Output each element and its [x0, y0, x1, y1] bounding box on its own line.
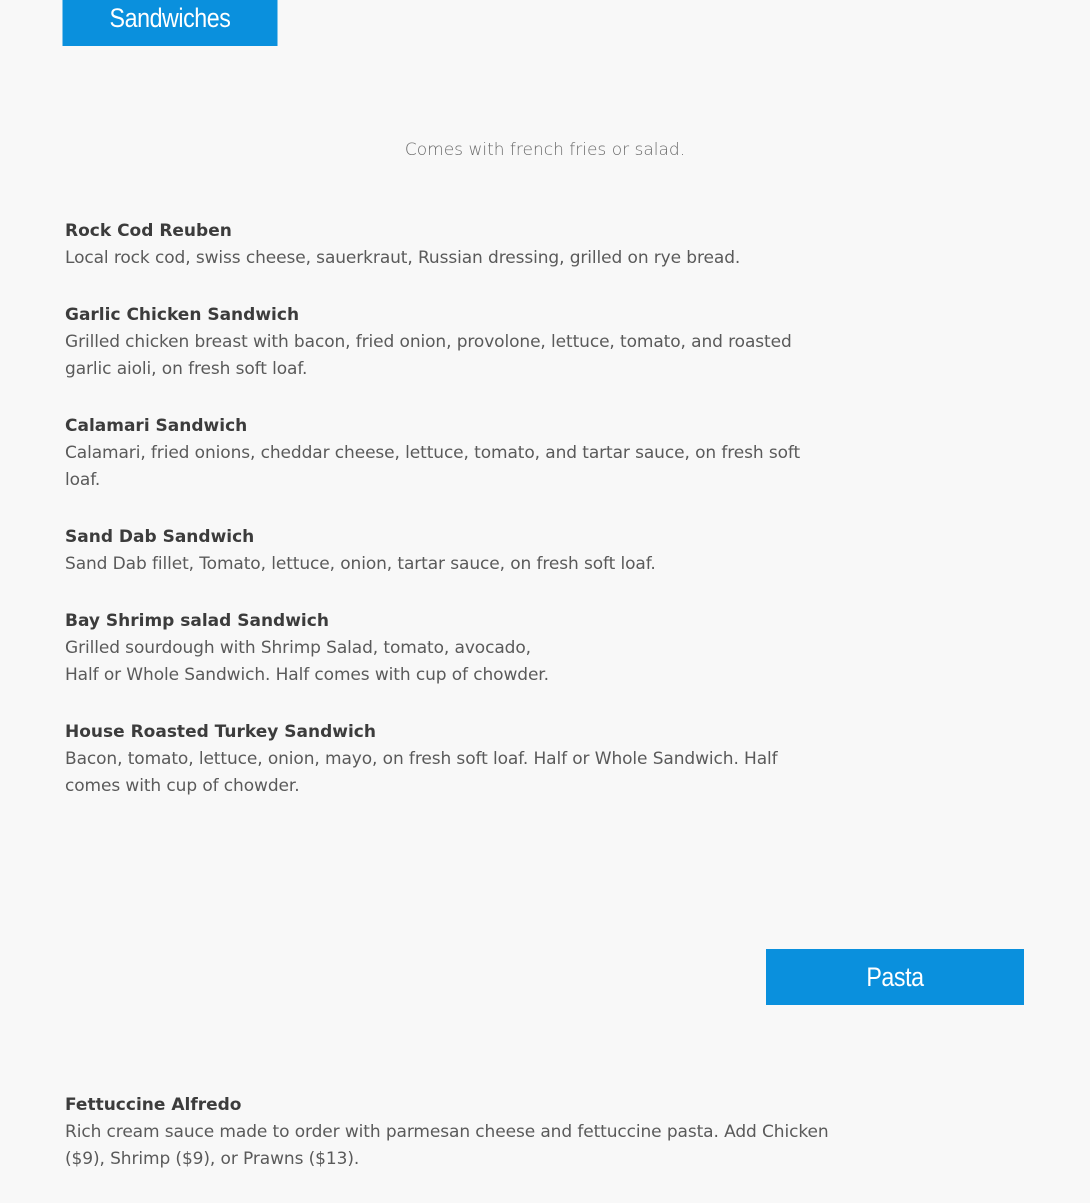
menu-item-fettuccine-alfredo [65, 1092, 835, 1173]
menu-item-description: Calamari, fried onions, cheddar cheese, lettuce, tomato, and tartar sauce, on fresh soft loaf. [65, 443, 801, 490]
menu-item-bay-shrimp-salad-sandwich [65, 608, 835, 689]
menu-item-name: House Roasted Turkey Sandwich [65, 722, 376, 742]
menu-item-description: Bacon, tomato, lettuce, onion, mayo, on fresh soft loaf. Half or Whole Sandwich. Half comes with cup of chowder. [65, 749, 778, 796]
section-header-pasta: Pasta [766, 949, 1024, 1005]
sandwiches-note: Comes with french fries or salad. [404, 140, 686, 160]
menu-item-name: Fettuccine Alfredo [65, 1095, 242, 1115]
menu-item-sand-dab-sandwich [65, 524, 835, 578]
sandwich-menu-list [65, 218, 835, 830]
menu-item-name: Bay Shrimp salad Sandwich [65, 611, 329, 631]
menu-item-description: Sand Dab fillet, Tomato, lettuce, onion, tartar sauce, on fresh soft loaf. [65, 554, 656, 574]
menu-item-house-roasted-turkey-sandwich [65, 719, 835, 800]
pasta-menu-list [65, 1092, 835, 1203]
menu-item-garlic-chicken-sandwich [65, 302, 835, 383]
menu-item-name: Sand Dab Sandwich [65, 527, 255, 547]
menu-item-description: Rich cream sauce made to order with parmesan cheese and fettuccine pasta. Add Chicken ($9), Shrimp ($9), or Prawns ($13). [65, 1122, 829, 1169]
menu-item-description: Local rock cod, swiss cheese, sauerkraut, Russian dressing, grilled on rye bread. [65, 248, 741, 268]
menu-item-name: Rock Cod Reuben [65, 221, 232, 241]
menu-item-description: Grilled sourdough with Shrimp Salad, tomato, avocado, Half or Whole Sandwich. Half comes with cup of chowder. [65, 638, 549, 685]
menu-item-rock-cod-reuben [65, 218, 835, 272]
section-header-sandwiches: Sandwiches [63, 0, 278, 46]
menu-item-calamari-sandwich [65, 413, 835, 494]
menu-item-description: Grilled chicken breast with bacon, fried onion, provolone, lettuce, tomato, and roasted garlic aioli, on fresh soft loaf. [65, 332, 792, 379]
menu-item-name: Garlic Chicken Sandwich [65, 305, 300, 325]
menu-item-name: Calamari Sandwich [65, 416, 248, 436]
